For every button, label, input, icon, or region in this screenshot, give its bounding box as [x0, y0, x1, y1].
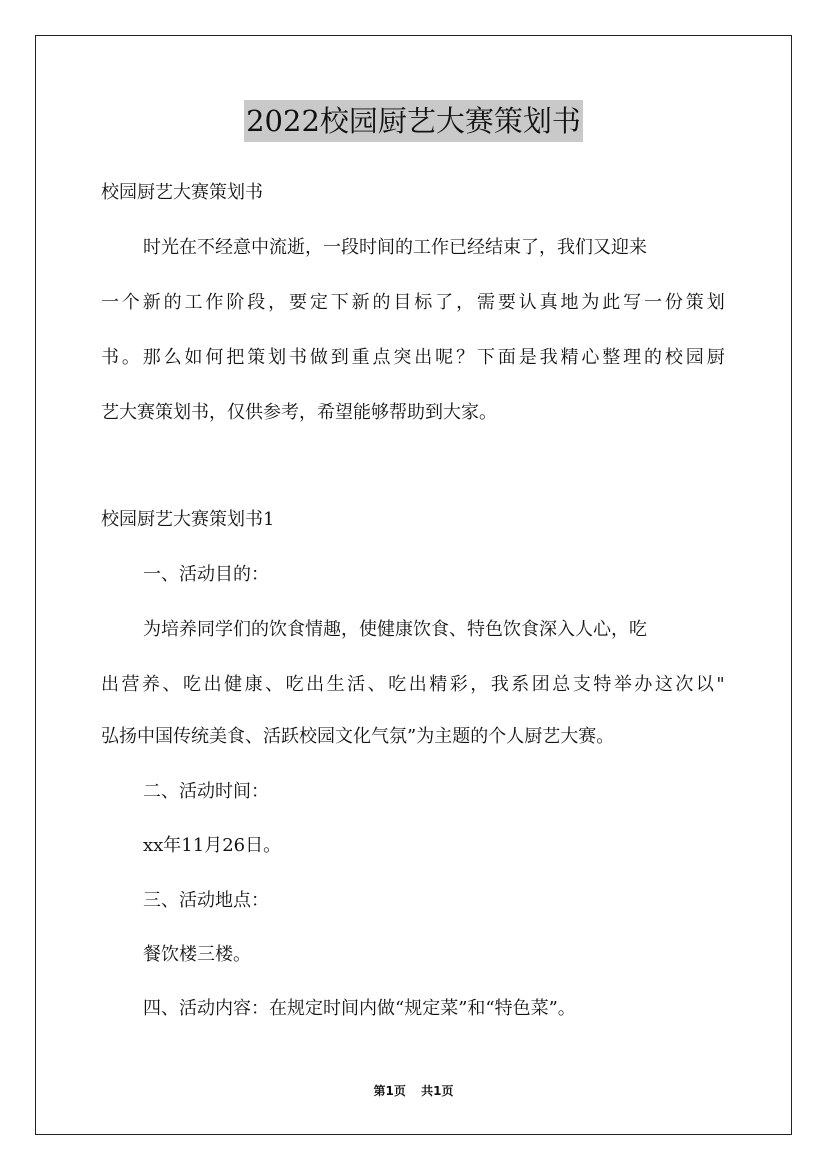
- item-heading: 三、活动地点：: [143, 890, 269, 911]
- paragraph-line: 一个新的工作阶段，要定下新的目标了，需要认真地为此写一份策划: [101, 292, 725, 313]
- page-footer: [0, 1083, 827, 1099]
- paragraph-line: 时光在不经意中流逝，一段时间的工作已经结束了，我们又迎来: [143, 237, 647, 258]
- footer-separator: [410, 1084, 418, 1098]
- paragraph-line: 出营养、吃出健康、吃出生活、吃出精彩，我系团总支特举办这次以": [101, 674, 725, 695]
- document-title: 2022校园厨艺大赛策划书: [244, 100, 583, 142]
- paragraph-line: 艺大赛策划书，仅供参考，希望能够帮助到大家。: [101, 402, 497, 423]
- paragraph-line: 四、活动内容：在规定时间内做“规定菜”和“特色菜”。: [143, 998, 576, 1019]
- item-heading: 二、活动时间：: [143, 781, 269, 802]
- paragraph-line: 弘扬中国传统美食、活跃校园文化气氛”为主题的个人厨艺大赛。: [101, 726, 615, 747]
- paragraph-line: 书。那么如何把策划书做到重点突出呢？下面是我精心整理的校园厨: [101, 347, 725, 368]
- paragraph-line: xx年11月26日。: [143, 835, 282, 856]
- paragraph-line: 为培养同学们的饮食情趣，使健康饮食、特色饮食深入人心，吃: [143, 619, 647, 640]
- page-total: 共1页: [421, 1084, 454, 1098]
- title-container: [0, 100, 827, 142]
- section-heading: 校园厨艺大赛策划书1: [101, 509, 275, 530]
- page-number: 第1页: [373, 1084, 406, 1098]
- item-heading: 一、活动目的：: [143, 564, 269, 585]
- subtitle-line: 校园厨艺大赛策划书: [101, 182, 263, 203]
- paragraph-line: 餐饮楼三楼。: [143, 944, 251, 965]
